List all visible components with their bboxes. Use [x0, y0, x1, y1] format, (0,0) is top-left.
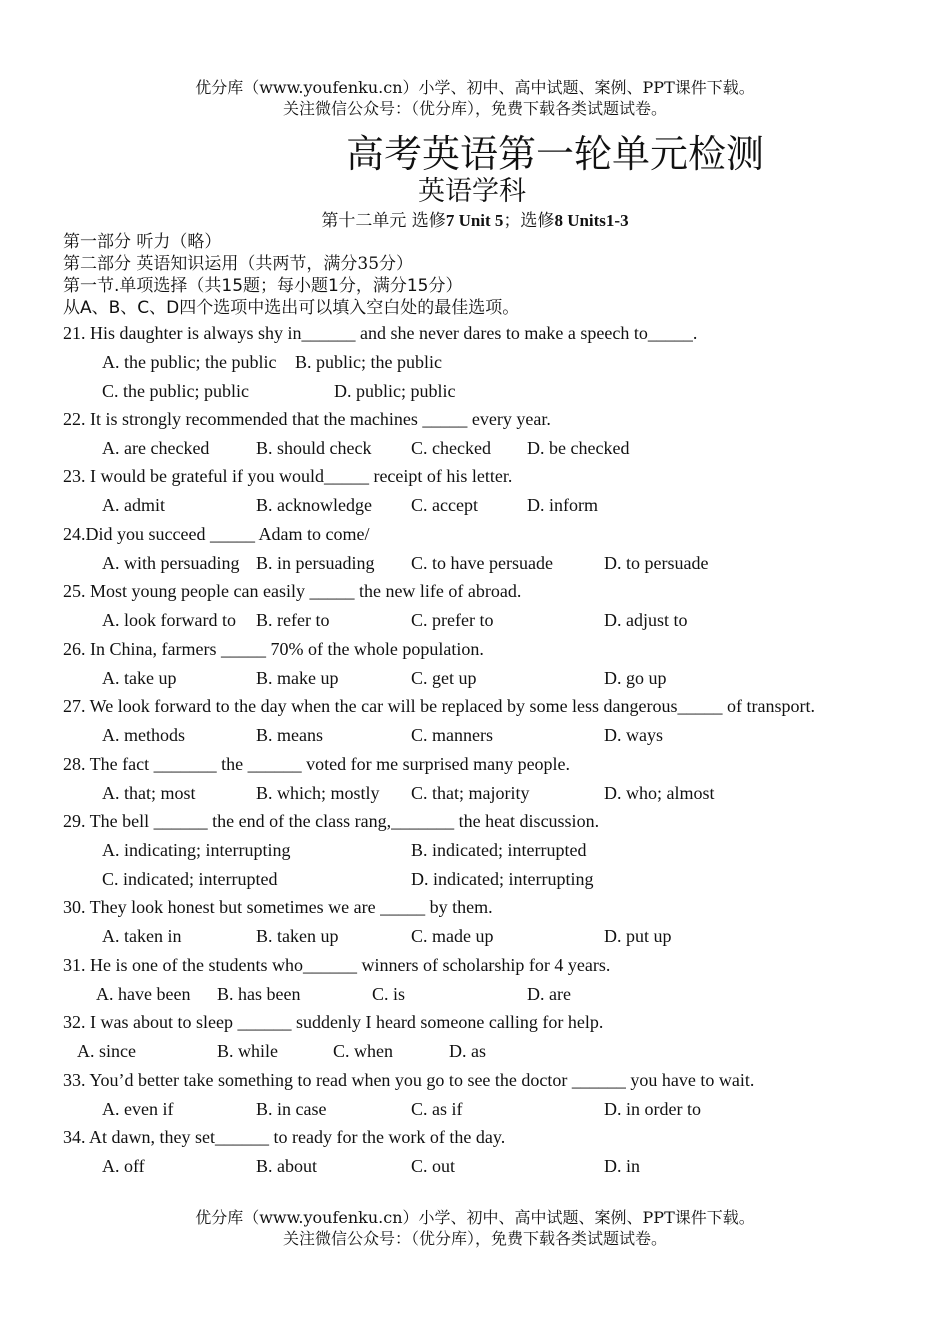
option: A. take up	[102, 668, 177, 688]
unit-mid: ；选修	[503, 211, 555, 231]
question-stem: 22. It is strongly recommended that the machines _____ every year.	[63, 409, 551, 429]
option: A. with persuading	[102, 553, 240, 573]
option: B. public; the public	[295, 352, 442, 372]
question-stem: 29. The bell ______ the end of the class rang,_______ the heat discussion.	[63, 811, 600, 831]
option: D. public; public	[334, 381, 456, 401]
option: C. to have persuade	[411, 553, 553, 573]
option: A. are checked	[102, 438, 210, 458]
option: B. should check	[256, 438, 372, 458]
option: A. even if	[102, 1099, 174, 1119]
option: B. in persuading	[256, 553, 375, 573]
option: D. who; almost	[604, 783, 715, 803]
question-stem: 30. They look honest but sometimes we are _____ by them.	[63, 897, 493, 917]
option: D. put up	[604, 926, 672, 946]
option: C. is	[372, 984, 406, 1004]
option: D. as	[449, 1041, 486, 1061]
option: C. as if	[411, 1099, 463, 1119]
option: C. manners	[411, 725, 493, 745]
option: A. methods	[102, 725, 185, 745]
option: A. admit	[102, 495, 165, 515]
option: D. be checked	[527, 438, 630, 458]
option: B. indicated; interrupted	[411, 840, 587, 860]
option: B. make up	[256, 668, 339, 688]
option: B. refer to	[256, 610, 330, 630]
question-stem: 27. We look forward to the day when the car will be replaced by some less dangerous_____ of transport.	[63, 696, 816, 716]
subject-title: 英语学科	[418, 176, 526, 207]
footer-line-2: 关注微信公众号：（优分库），免费下载各类试题试卷。	[282, 1229, 667, 1248]
question-stem: 21. His daughter is always shy in______ and she never dares to make a speech to_____.	[63, 323, 698, 343]
question-stem: 34. At dawn, they set______ to ready for the work of the day.	[63, 1127, 506, 1147]
question-stem: 26. In China, farmers _____ 70% of the whole population.	[63, 639, 484, 659]
option: D. ways	[604, 725, 663, 745]
option: C. get up	[411, 668, 477, 688]
option: B. in case	[256, 1099, 327, 1119]
option: C. out	[411, 1156, 456, 1176]
unit-prefix: 第十二单元 选修	[321, 211, 446, 231]
option: B. taken up	[256, 926, 339, 946]
option: A. the public; the public	[102, 352, 277, 372]
section1-heading: 第一节.单项选择（共15题；每小题1分，满分15分）	[63, 276, 463, 296]
option: C. that; majority	[411, 783, 530, 803]
option: B. means	[256, 725, 323, 745]
unit-line	[0, 210, 950, 232]
option: C. when	[333, 1041, 393, 1061]
option: B. about	[256, 1156, 317, 1176]
option: A. that; most	[102, 783, 196, 803]
question-stem: 32. I was about to sleep ______ suddenly I heard someone calling for help.	[63, 1012, 604, 1032]
part2-heading: 第二部分 英语知识运用（共两节，满分35分）	[63, 254, 414, 274]
option: A. off	[102, 1156, 145, 1176]
question-stem: 33. You’d better take something to read when you go to see the doctor ______ you have to wait.	[63, 1070, 755, 1090]
option: C. prefer to	[411, 610, 494, 630]
option: A. look forward to	[102, 610, 236, 630]
header-line-1: 优分库（www.youfenku.cn）小学、初中、高中试题、案例、PPT课件下载。	[195, 78, 755, 97]
option: A. indicating; interrupting	[102, 840, 291, 860]
page-title: 高考英语第一轮单元检测	[346, 132, 765, 176]
part1-heading: 第一部分 听力（略）	[63, 232, 222, 252]
option: D. in order to	[604, 1099, 701, 1119]
option: B. which; mostly	[256, 783, 380, 803]
option: D. inform	[527, 495, 598, 515]
instruction: 从A、B、C、D四个选项中选出可以填入空白处的最佳选项。	[63, 298, 520, 318]
option: D. go up	[604, 668, 667, 688]
site-header	[0, 77, 950, 119]
question-stem: 28. The fact _______ the ______ voted for me surprised many people.	[63, 754, 571, 774]
question-stem: 31. He is one of the students who______ winners of scholarship for 4 years.	[63, 955, 611, 975]
unit-book7: 7 Unit 5	[445, 211, 504, 230]
option: C. made up	[411, 926, 494, 946]
header-line-2: 关注微信公众号：（优分库），免费下载各类试题试卷。	[282, 99, 667, 118]
option: D. indicated; interrupting	[411, 869, 594, 889]
option: C. the public; public	[102, 381, 249, 401]
option: D. adjust to	[604, 610, 688, 630]
question-stem: 23. I would be grateful if you would_____ receipt of his letter.	[63, 466, 513, 486]
option: A. since	[77, 1041, 136, 1061]
option: D. are	[527, 984, 571, 1004]
option: A. taken in	[102, 926, 182, 946]
unit-book8: 8 Units1-3	[554, 211, 629, 230]
question-stem: 24.Did you succeed _____ Adam to come/	[63, 524, 370, 544]
option: B. acknowledge	[256, 495, 372, 515]
option: B. has been	[217, 984, 301, 1004]
option: C. accept	[411, 495, 478, 515]
option: B. while	[217, 1041, 278, 1061]
question-stem: 25. Most young people can easily _____ the new life of abroad.	[63, 581, 522, 601]
option: D. to persuade	[604, 553, 709, 573]
option: C. checked	[411, 438, 491, 458]
footer-line-1: 优分库（www.youfenku.cn）小学、初中、高中试题、案例、PPT课件下载。	[195, 1208, 755, 1227]
site-footer	[0, 1207, 950, 1249]
option: D. in	[604, 1156, 640, 1176]
option: C. indicated; interrupted	[102, 869, 278, 889]
option: A. have been	[96, 984, 191, 1004]
